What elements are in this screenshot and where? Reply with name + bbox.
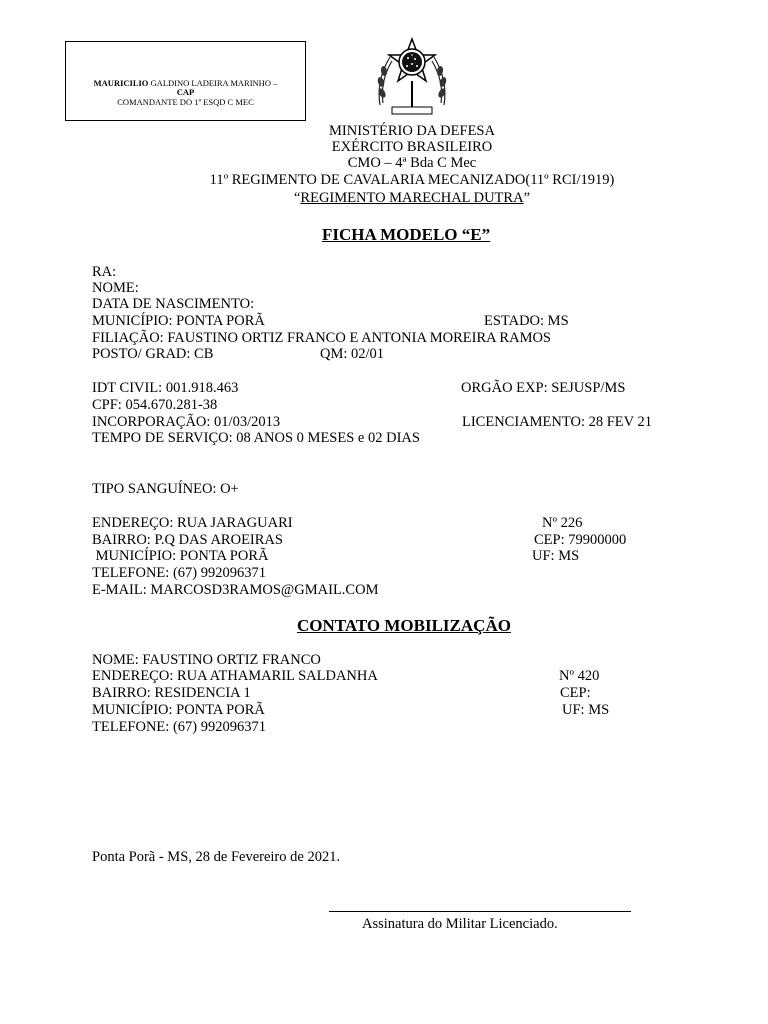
header-regiment-name xyxy=(0,190,768,206)
field-municipio: MUNICÍPIO: PONTA PORÃ xyxy=(92,313,265,329)
contact-numero: Nº 420 xyxy=(559,668,600,684)
field-qm: QM: 02/01 xyxy=(320,346,385,362)
field-orgao-exp: ORGÃO EXP: SEJUSP/MS xyxy=(461,380,626,396)
header-army: EXÉRCITO BRASILEIRO xyxy=(331,139,493,155)
brazil-coat-of-arms-icon xyxy=(368,35,456,119)
field-numero: Nº 226 xyxy=(542,515,583,531)
field-posto: POSTO/ GRAD: CB xyxy=(92,346,214,362)
contact-bairro: BAIRRO: RESIDENCIA 1 xyxy=(92,685,251,701)
commander-stamp-box xyxy=(65,41,306,121)
field-nascimento: DATA DE NASCIMENTO: xyxy=(92,296,255,312)
field-licenciamento: LICENCIAMENTO: 28 FEV 21 xyxy=(462,414,652,430)
field-bairro: BAIRRO: P.Q DAS AROEIRAS xyxy=(92,532,283,548)
field-uf: UF: MS xyxy=(532,548,580,564)
field-address-municipio: MUNICÍPIO: PONTA PORÃ xyxy=(92,548,269,564)
field-email: E-MAIL: MARCOSD3RAMOS@GMAIL.COM xyxy=(92,582,379,598)
signature-line xyxy=(329,911,631,912)
field-cpf: CPF: 054.670.281-38 xyxy=(92,397,218,413)
field-tempo-servico: TEMPO DE SERVIÇO: 08 ANOS 0 MESES e 02 DIAS xyxy=(92,430,420,446)
stamp-role: COMANDANTE DO 1º ESQD C MEC xyxy=(117,97,254,107)
field-tipo-sanguineo: TIPO SANGUÍNEO: O+ xyxy=(92,481,239,497)
stamp-rank: CAP xyxy=(176,87,195,97)
contact-uf: UF: MS xyxy=(562,702,610,718)
contact-municipio: MUNICÍPIO: PONTA PORÃ xyxy=(92,702,265,718)
contact-endereco: ENDEREÇO: RUA ATHAMARIL SALDANHA xyxy=(92,668,378,684)
place-date: Ponta Porã - MS, 28 de Fevereiro de 2021. xyxy=(92,849,341,865)
header-regiment: 11º REGIMENTO DE CAVALARIA MECANIZADO(11º RCI/1919) xyxy=(209,172,615,188)
header-ministry: MINISTÉRIO DA DEFESA xyxy=(329,123,495,139)
stamp-name-rest: GALDINO LADEIRA MARINHO – xyxy=(150,78,278,88)
stamp-name-bold: MAURICILIO xyxy=(93,78,149,88)
quote-close: ” xyxy=(523,190,530,206)
contact-nome: NOME: FAUSTINO ORTIZ FRANCO xyxy=(92,652,321,668)
field-incorporacao: INCORPORAÇÃO: 01/03/2013 xyxy=(92,414,281,430)
contact-section-title: CONTATO MOBILIZAÇÃO xyxy=(297,616,511,635)
header-command: CMO – 4ª Bda C Mec xyxy=(347,155,477,171)
field-nome: NOME: xyxy=(92,280,139,296)
field-estado: ESTADO: MS xyxy=(484,313,569,329)
contact-cep: CEP: xyxy=(560,685,591,701)
form-title: FICHA MODELO “E” xyxy=(322,225,491,244)
field-endereco: ENDEREÇO: RUA JARAGUARI xyxy=(92,515,293,531)
quote-open: “ xyxy=(293,190,301,206)
field-idt-civil: IDT CIVIL: 001.918.463 xyxy=(92,380,239,396)
field-filiacao: FILIAÇÃO: FAUSTINO ORTIZ FRANCO E ANTONIA MOREIRA RAMOS xyxy=(92,330,552,346)
field-cep: CEP: 79900000 xyxy=(534,532,627,548)
contact-telefone: TELEFONE: (67) 992096371 xyxy=(92,719,266,735)
field-ra: RA: xyxy=(92,264,117,280)
field-telefone: TELEFONE: (67) 992096371 xyxy=(92,565,266,581)
regiment-name-underlined: REGIMENTO MARECHAL DUTRA xyxy=(300,190,524,206)
signature-label: Assinatura do Militar Licenciado. xyxy=(362,916,558,932)
